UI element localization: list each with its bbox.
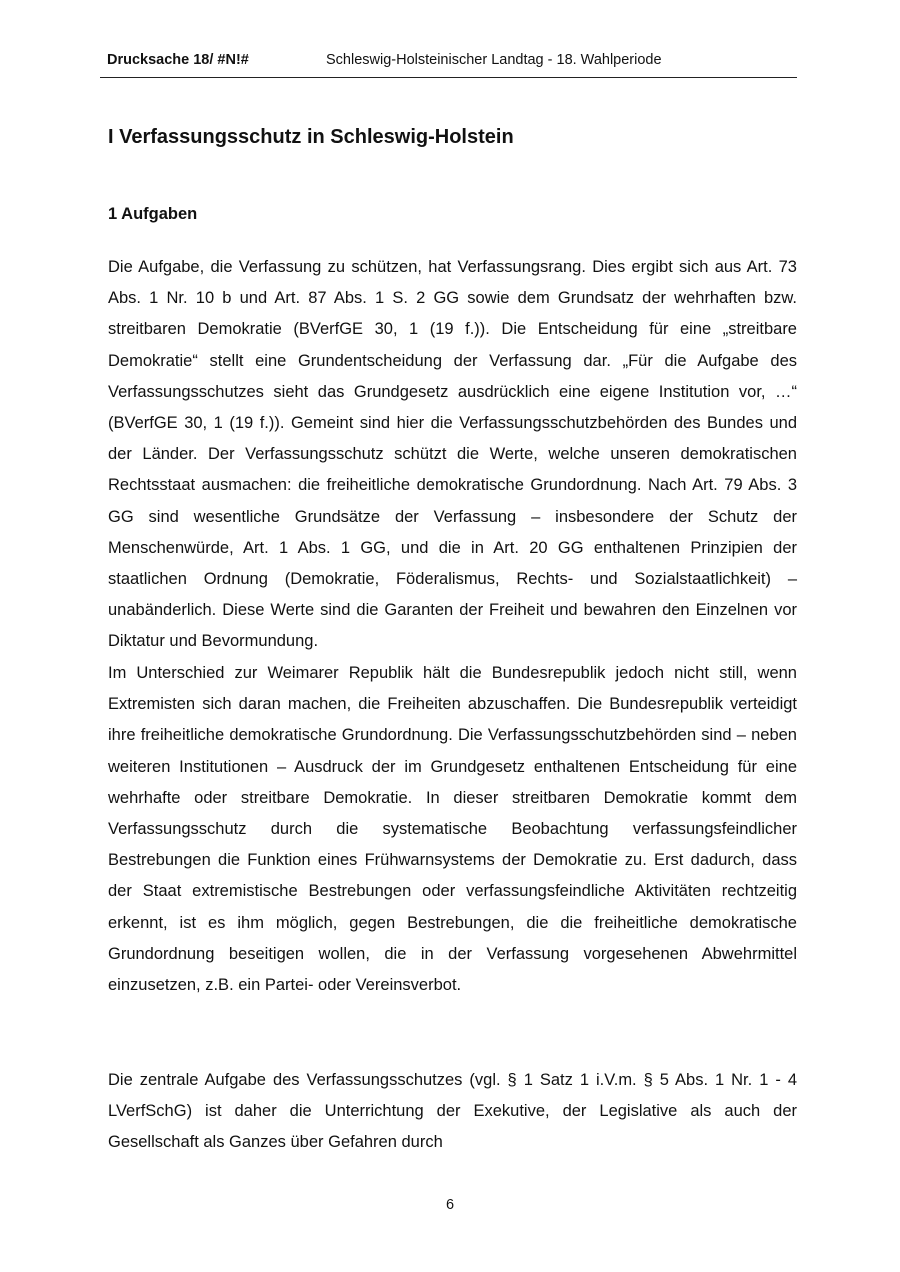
section-heading: I Verfassungsschutz in Schleswig-Holstein [108, 126, 514, 148]
body-paragraph-2: Im Unterschied zur Weimarer Republik hält die Bundesrepublik jedoch nicht still, wenn Extremisten sich daran machen, die Freiheiten abzuschaffen. Die Bundesrepublik verteidigt ihre freiheitliche demokratische Grundordnung. Die Verfassungsschutzbehörden sind – neben weiteren Institutionen – Ausdruck der im Grundgesetz enthaltenen Entscheidung für eine wehrhafte oder streitbare Demokratie. In dieser streitbaren Demokratie kommt dem Verfassungsschutz durch die systematische Beobachtung verfassungsfeindlicher Bestrebungen die Funktion eines Frühwarnsystems der Demokratie zu. Erst dadurch, dass der Staat extremistische Bestrebungen oder verfassungsfeindliche Aktivitäten rechtzeitig erkennt, ist es ihm möglich, gegen Bestrebungen, die die freiheitliche demokratische Grundordnung beseitigen wollen, die in der Verfassung vorgesehenen Abwehrmittel einzusetzen, z.B. ein Partei- oder Vereinsverbot. [108, 664, 797, 995]
page-header [100, 50, 797, 78]
body-paragraph-3: Die zentrale Aufgabe des Verfassungsschutzes (vgl. § 1 Satz 1 i.V.m. § 5 Abs. 1 Nr. 1 - 4 LVerfSchG) ist daher die Unterrichtung der Exekutive, der Legislative als auch der Gesellschaft als Ganzes über Gefahren durch [108, 1071, 797, 1152]
header-title: Schleswig-Holsteinischer Landtag - 18. Wahlperiode [326, 52, 662, 68]
body-paragraph-1: Die Aufgabe, die Verfassung zu schützen, hat Verfassungsrang. Dies ergibt sich aus Art. 73 Abs. 1 Nr. 10 b und Art. 87 Abs. 1 S. 2 GG sowie dem Grundsatz der wehrhaften bzw. streitbaren Demokratie (BVerfGE 30, 1 (19 f.)). Die Entscheidung für eine „streitbare Demokratie“ stellt eine Grundentscheidung der Verfassung dar. „Für die Aufgabe des Verfassungsschutzes sieht das Grundgesetz ausdrücklich eine eigene Institution vor, …“ (BVerfGE 30, 1 (19 f.)). Gemeint sind hier die Verfassungsschutzbehörden des Bundes und der Länder. Der Verfassungsschutz schützt die Werte, welche unseren demokratischen Rechtsstaat ausmachen: die freiheitliche demokratische Grundordnung. Nach Art. 79 Abs. 3 GG sind wesentliche Grundsätze der Verfassung – insbesondere der Schutz der Menschenwürde, Art. 1 Abs. 1 GG, und die in Art. 20 GG enthaltenen Prinzipien der staatlichen Ordnung (Demokratie, Föderalismus, Rechts- und Sozialstaatlichkeit) – unabänderlich. Diese Werte sind die Garanten der Freiheit und bewahren den Einzelnen vor Diktatur und Bevormundung. [108, 258, 797, 651]
document-number: Drucksache 18/ #N!# [107, 52, 249, 68]
page-number: 6 [445, 1197, 455, 1213]
subsection-heading: 1 Aufgaben [108, 205, 198, 223]
